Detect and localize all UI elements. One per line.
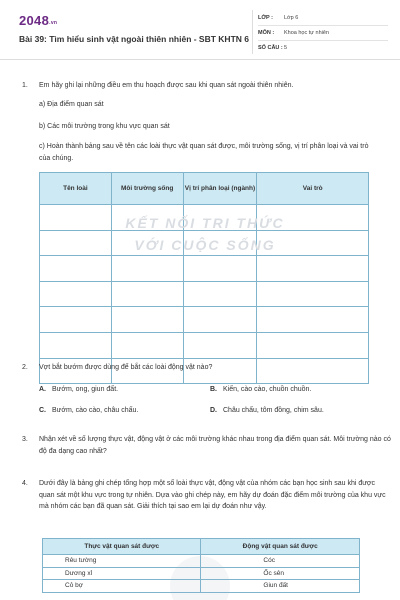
- column-header: Môi trường sống: [111, 173, 183, 205]
- option-letter: B.: [210, 386, 217, 393]
- column-header: Vị trí phân loại (ngành): [183, 173, 257, 205]
- watermark-line: VỚI CUỘC SỐNG: [134, 237, 276, 253]
- column-header: Tên loài: [40, 173, 112, 205]
- species-table: [39, 172, 369, 384]
- meta-class: [258, 15, 388, 21]
- blank-cell[interactable]: [257, 230, 369, 256]
- blank-cell[interactable]: [40, 307, 112, 333]
- question-number: 1.: [22, 82, 28, 89]
- blank-cell[interactable]: [111, 256, 183, 282]
- header-divider: [252, 10, 253, 54]
- table-row: [40, 307, 369, 333]
- question-text: Nhận xét về số lượng thực vật, động vật ở các môi trường khác nhau trong địa điểm quan sát. Môi trường nào có độ đa dạng cao nhất?: [39, 436, 391, 455]
- blank-cell[interactable]: [111, 281, 183, 307]
- question-text: Em hãy ghi lại những điều em thu hoạch được sau khi quan sát ngoài thiên nhiên.: [39, 82, 294, 89]
- table-header-row: [43, 539, 360, 555]
- table-row: [43, 580, 360, 593]
- logo-text: 2048: [19, 13, 50, 28]
- blank-cell[interactable]: [40, 256, 112, 282]
- blank-cell[interactable]: [40, 281, 112, 307]
- meta-subject: [258, 30, 388, 36]
- question-1a: a) Địa điểm quan sát: [39, 101, 104, 108]
- blank-cell[interactable]: [40, 332, 112, 358]
- table-cell: Ốc sên: [201, 567, 360, 580]
- blank-cell[interactable]: [40, 205, 112, 231]
- logo-tld: .vn: [49, 20, 58, 26]
- blank-cell[interactable]: [257, 307, 369, 333]
- column-header: Vai trò: [257, 173, 369, 205]
- table-row: [40, 205, 369, 231]
- meta-value: 5: [284, 45, 288, 51]
- meta-separator: [258, 40, 388, 41]
- option-letter: A.: [39, 386, 46, 393]
- option-c[interactable]: [39, 407, 138, 414]
- blank-cell[interactable]: [257, 332, 369, 358]
- blank-cell[interactable]: [183, 205, 257, 231]
- table-cell: Giun đất: [201, 580, 360, 593]
- option-text: Bướm, ong, giun đất.: [52, 386, 119, 393]
- blank-cell[interactable]: [257, 281, 369, 307]
- option-b[interactable]: [210, 386, 311, 393]
- meta-value: Khoa học tự nhiên: [284, 30, 329, 36]
- table-row: [40, 256, 369, 282]
- table-cell: Dương xỉ: [43, 567, 201, 580]
- question-1c: c) Hoàn thành bảng sau về tên các loài thực vật quan sát được, môi trường sống, vị trí phân loại và vai trò của chúng.: [39, 143, 369, 162]
- meta-separator: [258, 25, 388, 26]
- table-cell: Cóc: [201, 555, 360, 568]
- blank-cell[interactable]: [183, 307, 257, 333]
- blank-cell[interactable]: [257, 256, 369, 282]
- table-row: [40, 230, 369, 256]
- document-title: Bài 39: Tìm hiểu sinh vật ngoài thiên nhiên - SBT KHTN 6: [19, 34, 249, 44]
- table-row: [40, 281, 369, 307]
- question-number: 2.: [22, 364, 28, 371]
- question-text: Vợt bắt bướm được dùng để bắt các loài động vật nào?: [39, 364, 213, 371]
- observation-table: [42, 538, 360, 593]
- blank-cell[interactable]: [183, 281, 257, 307]
- meta-key: LỚP :: [258, 15, 273, 21]
- watermark-line: KẾT NỐI TRI THỨC: [125, 215, 285, 231]
- table-row: [40, 332, 369, 358]
- blank-cell[interactable]: [111, 307, 183, 333]
- blank-cell[interactable]: [183, 230, 257, 256]
- table-row: [43, 555, 360, 568]
- blank-cell[interactable]: [40, 230, 112, 256]
- question-text: Dưới đây là bảng ghi chép tổng hợp một số loài thực vật, động vật của nhóm các bạn học sinh sau khi được quan sát một khu vực trong tự nhiên. Dựa vào ghi chép này, em hãy dự đoán đặc điểm môi trường của khu vực mà nhóm các bạn đã quan sát. Giải thích tại sao em lại dự đoán như vậy.: [39, 480, 386, 510]
- blank-cell[interactable]: [183, 256, 257, 282]
- blank-cell[interactable]: [111, 205, 183, 231]
- meta-key: MÔN :: [258, 30, 275, 36]
- table-header-row: [40, 173, 369, 205]
- column-header: Thực vật quan sát được: [43, 539, 201, 555]
- table-cell: Cỏ bợ: [43, 580, 201, 593]
- option-letter: D.: [210, 407, 217, 414]
- option-text: Bướm, cào cào, châu chấu.: [52, 407, 139, 414]
- table-row: [43, 567, 360, 580]
- option-d[interactable]: [210, 407, 324, 414]
- option-a[interactable]: [39, 386, 118, 393]
- question-number: 4.: [22, 480, 28, 487]
- blank-cell[interactable]: [111, 230, 183, 256]
- option-letter: C.: [39, 407, 46, 414]
- page-header: [0, 0, 400, 60]
- blank-cell[interactable]: [111, 332, 183, 358]
- site-logo[interactable]: [19, 13, 57, 28]
- option-text: Kiến, cào cào, chuồn chuồn.: [223, 386, 312, 393]
- meta-count: [258, 45, 388, 51]
- column-header: Động vật quan sát được: [201, 539, 360, 555]
- blank-cell[interactable]: [257, 205, 369, 231]
- question-1b: b) Các môi trường trong khu vực quan sát: [39, 123, 170, 130]
- option-text: Châu chấu, tôm đồng, chim sâu.: [223, 407, 324, 414]
- blank-cell[interactable]: [183, 332, 257, 358]
- meta-value: Lớp 6: [284, 15, 299, 21]
- meta-key: SỐ CÂU :: [258, 45, 283, 51]
- table-cell: Rêu tường: [43, 555, 201, 568]
- question-number: 3.: [22, 436, 28, 443]
